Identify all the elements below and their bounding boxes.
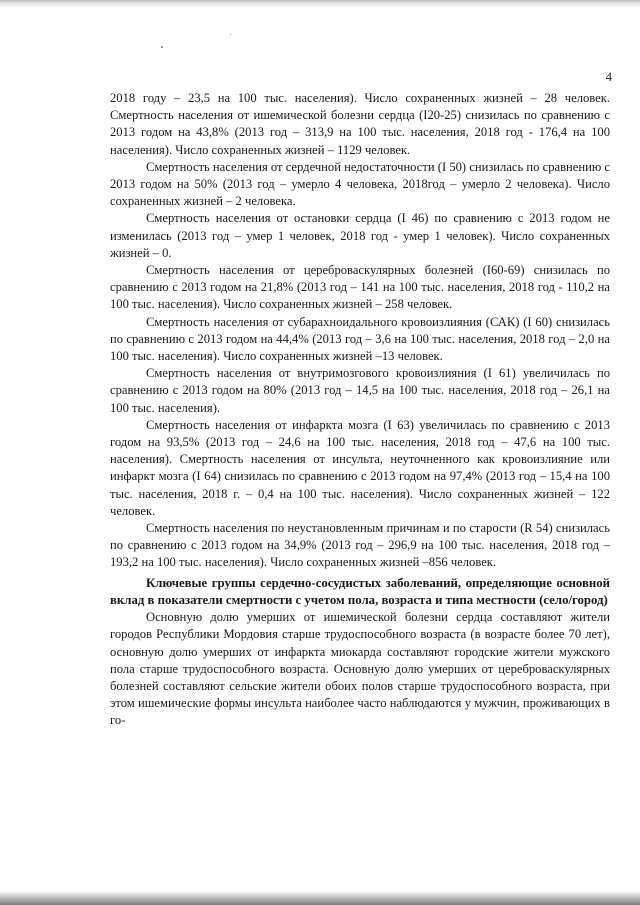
scan-speck [161,46,163,48]
section-heading: Ключевые группы сердечно-сосудистых заболеваний, определяющие основной вклад в показатели смертности с учетом пола, возраста и типа местности (село/город) [110,575,610,607]
scan-speck [230,34,231,35]
scan-top-edge [0,0,640,8]
paragraph-continuation: 2018 году – 23,5 на 100 тыс. населения). Число сохраненных жизней – 28 человек. Смертность населения от ишемической болезни сердца (I20-25) снизилась по сравнению с 2013 годом на 43,8% (2013 год – 313,9 на 100 тыс. населения, 2018 год - 176,4 на 100 населения). Число сохраненных жизней – 1129 человек. [110,91,610,157]
scan-bottom-edge [0,891,640,905]
paragraph-cerebrovascular: Смертность населения от цереброваскулярных болезней (I60-69) снизилась по сравнению с 2013 годом на 21,8% (2013 год – 141 на 100 тыс. населения, 2018 год - 110,2 на 100 тыс. населения). Число сохраненных жизней – 258 человек. [110,263,610,312]
paragraph-cardiac-arrest: Смертность населения от остановки сердца (I 46) по сравнению с 2013 годом не изменилась (2013 год – умер 1 человек, 2018 год - умер 1 человек). Число сохраненных жизней – 0. [110,211,610,260]
paragraph-cerebral-infarction: Смертность населения от инфаркта мозга (I 63) увеличилась по сравнению с 2013 годом на 93,5% (2013 год – 24,6 на 100 тыс. населения, 2018 год – 47,6 на 100 тыс. населения). Смертность населения от инсульта, неуточненного как кровоизлияние или инфаркт мозга (I 64) снизилась по сравнению с 2013 годом на 97,4% (2013 год – 15,4 на 100 тыс. населения, 2018 г. – 0,4 на 100 тыс. населения). Число сохраненных жизней – 122 человек. [110,417,610,518]
paragraph-intracerebral: Смертность населения от внутримозгового кровоизлияния (I 61) увеличилась по сравнению с 2013 годом на 80% (2013 год – 14,5 на 100 тыс. населения, 2018 год – 26,1 на 100 тыс. населения). [110,366,610,415]
paragraph-key-groups: Основную долю умерших от ишемической болезни сердца составляют жители городов Республики Мордовия старше трудоспособного возраста (в возрасте более 70 лет), основную долю умерших от инфаркта миокарда составляют городские жители мужского пола старше трудоспособного возраста. Основную долю умерших от цереброваскулярных болезней составляют сельские жители обоих полов старше трудоспособного возраста, при этом ишемические формы инсульта наиболее часто наблюдаются у мужчин, проживающих в го- [110,610,610,728]
paragraph-subarachnoid: Смертность населения от субарахноидального кровоизлияния (САК) (I 60) снизилась по сравнению с 2013 годом на 44,4% (2013 год – 3,6 на 100 тыс. населения, 2018 год – 2,0 на 100 тыс. населения). Число сохраненных жизней –13 человек. [110,314,610,364]
document-body [110,90,610,730]
paragraph-unknown-causes: Смертность населения по неустановленным причинам и по старости (R 54) снизилась по сравнению с 2013 годом на 34,9% (2013 год – 296,9 на 100 тыс. населения, 2018 год – 193,2 на 100 тыс. населения). Число сохраненных жизней –856 человек. [110,521,610,570]
page-number: 4 [605,70,612,84]
paragraph-heart-failure: Смертность населения от сердечной недостаточности (I 50) снизилась по сравнению с 2013 годом на 50% (2013 год – умерло 4 человека, 2018год – умерло 2 человека). Число сохраненных жизней – 2 человека. [110,159,610,209]
